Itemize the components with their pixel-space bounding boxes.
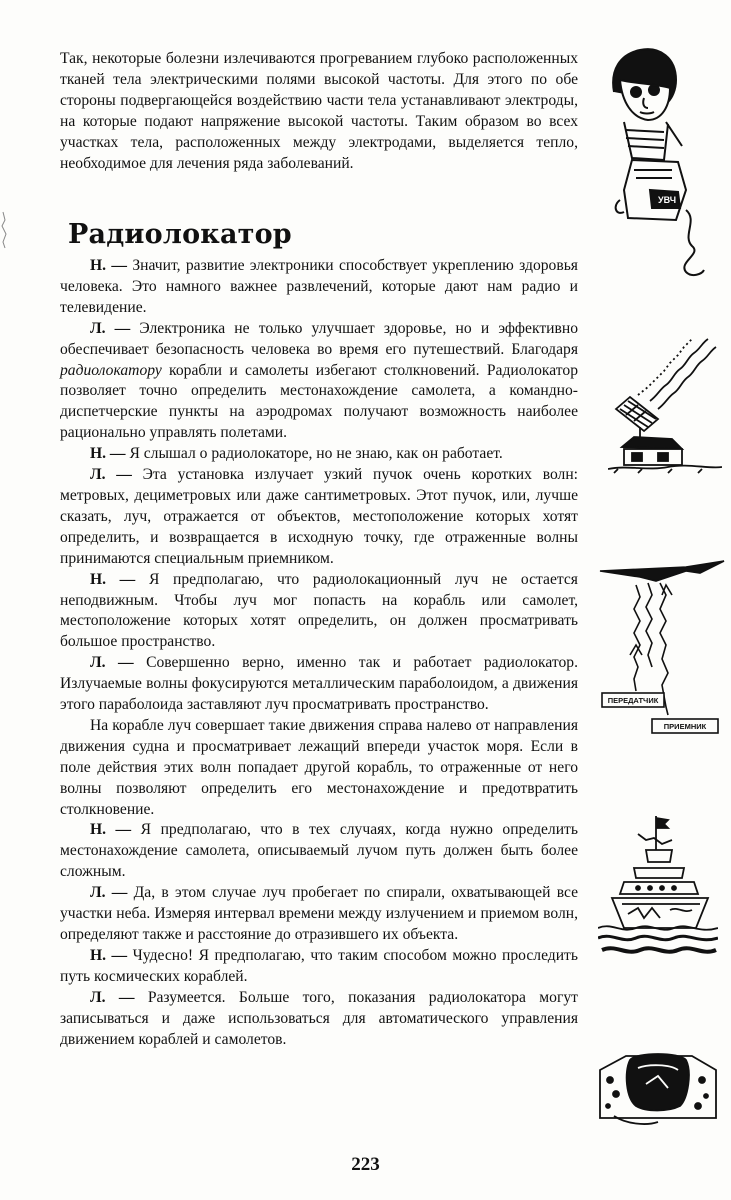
radar-console-illustration <box>596 1040 720 1130</box>
paragraph-text: Да, в этом случае луч пробегает по спирали, охватывающей все участки неба. Измеряя интервал времени между излучением и приемом волн, определяют также и расстояние до отразившего их объекта. <box>60 884 578 943</box>
uhf-label: УВЧ <box>658 195 677 205</box>
dialogue-paragraph <box>60 946 578 988</box>
speaker-label: Н. — <box>90 257 127 274</box>
receiver-box <box>652 719 718 733</box>
section-heading: Радиолокатор <box>68 219 292 250</box>
dialogue-paragraph <box>60 444 578 465</box>
uhf-therapy-illustration <box>598 40 718 280</box>
paragraph-text: Я слышал о радиолокаторе, но не знаю, как он работает. <box>129 445 503 463</box>
paragraph-text: Электроника не только улучшает здоровье, но и эффективно обеспечивает безопасность человека во время его путешествий. Благодаря <box>60 319 578 358</box>
intro-paragraph: Так, некоторые болезни излечиваются прогреванием глубоко расположенных тканей тела электрическими полями высокой частоты. Для этого по обе стороны подвергающейся воздействию части тела устанавливают электроды, на которые подают напряжение высокой частоты. Таким образом во всех участках тела, расположенных между электродами, выделяется тепло, необходимое для лечения ряда заболеваний. <box>60 50 578 172</box>
paragraph-text: Чудесно! Я предполагаю, что таким способом можно проследить путь космических кораблей. <box>60 946 578 985</box>
speaker-label: Н. — <box>90 821 132 839</box>
transmitter-label: ПЕРЕДАТЧИК <box>607 696 659 705</box>
speaker-label: Л. — <box>90 988 135 1006</box>
paragraph-text-cont: корабли и самолеты избегают столкновений. Радиолокатор позволяет точно определить местонахождение самолета, а командно-диспетчерские пункты на аэродромах получают возможность наиболее рационально управлять полетами. <box>60 361 578 442</box>
paragraph-text: Эта установка излучает узкий пучок очень коротких волн: метровых, дециметровых или даже сантиметровых. Этот пучок, или, лучше сказать, луч, отражается от объектов, местоположение которых хотят определить, и возвращается в исходную точку, где отраженные волны принимаются специальным приемником. <box>60 466 578 567</box>
narrative-paragraph <box>60 716 578 821</box>
intro-block <box>60 49 578 174</box>
ship-illustration <box>598 810 718 960</box>
speaker-label: Н. — <box>90 570 136 588</box>
dialogue-paragraph <box>60 319 578 444</box>
dialogue-paragraph <box>60 883 578 946</box>
speaker-label: Н. — <box>90 445 126 463</box>
dialogue-paragraph <box>60 988 578 1051</box>
receiver-label: ПРИЕМНИК <box>663 722 707 731</box>
dialogue-paragraph <box>60 256 578 319</box>
paragraph-text: Разумеется. Больше того, показания радиолокатора могут записываться и даже использоваться для автоматического управления движением кораблей и самолетов. <box>60 988 578 1048</box>
speaker-label: Л. — <box>90 654 134 672</box>
paragraph-text: Совершенно верно, именно так и работает радиолокатор. Излучаемые волны фокусируются металлическим параболоидом, а движения этого параболоида заставляют луч просматривать пространство. <box>60 654 578 714</box>
radar-station-illustration <box>608 335 722 475</box>
dialogue-block <box>60 256 578 1050</box>
transmitter-box <box>602 693 664 707</box>
speaker-label: Л. — <box>90 466 132 484</box>
dialogue-paragraph <box>60 570 578 654</box>
speaker-label: Л. — <box>90 884 128 902</box>
page-number: 223 <box>351 1154 380 1175</box>
speaker-label: Л. — <box>90 319 131 337</box>
dialogue-paragraph <box>60 465 578 570</box>
dialogue-paragraph <box>60 820 578 883</box>
paragraph-text: Я предполагаю, что в тех случаях, когда нужно определить местонахождение самолета, описываемый лучом путь должен быть более сложным. <box>60 821 578 881</box>
radar-transmit-receive-illustration <box>596 555 726 740</box>
emphasis-term: радиолокатору <box>60 361 162 379</box>
paragraph-text: Значит, развитие электроники способствует укреплению здоровья человека. Это намного важнее развлечений, которые дают нам радио и телевидение. <box>60 257 578 316</box>
paragraph-text: Я предполагаю, что радиолокационный луч не остается неподвижным. Чтобы луч мог попасть на корабль или самолет, местоположение которых хотят определить, он должен просматривать большое пространство. <box>60 570 578 651</box>
scan-speck-mark <box>0 210 8 250</box>
dialogue-paragraph <box>60 653 578 716</box>
paragraph-text: На корабле луч совершает такие движения справа налево от направления движения судна и просматривает лежащий впереди участок моря. Если в поле действия этих волн попадает другой корабль, то отраженные от него волны позволяют определить его местонахождение и предотвратить столкновение. <box>60 716 578 818</box>
speaker-label: Н. — <box>90 946 128 964</box>
